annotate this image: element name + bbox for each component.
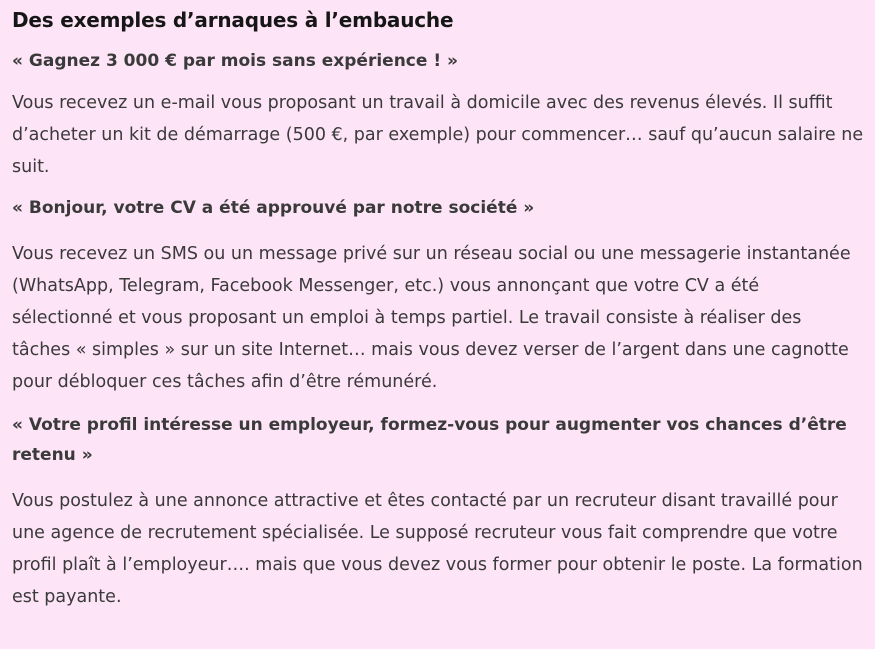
example-title-1: « Gagnez 3 000 € par mois sans expérience ! » (12, 51, 458, 71)
section-heading: Des exemples d’arnaques à l’embauche (12, 8, 454, 32)
example-body-3: Vous postulez à une annonce attractive et êtes contacté par un recruteur disant travaillé pour une agence de recrutement spécialisée. Le supposé recruteur vous fait comprendre que votre profil plaît à l’employeur…. mais que vous devez vous former pour obtenir le poste. La formation est payante. (12, 491, 863, 607)
example-title-3: « Votre profil intéresse un employeur, formez-vous pour augmenter vos chances d’être retenu » (12, 415, 847, 465)
example-title-2: « Bonjour, votre CV a été approuvé par notre société » (12, 198, 535, 218)
example-body-2: Vous recevez un SMS ou un message privé sur un réseau social ou une messagerie instantanée (WhatsApp, Telegram, Facebook Messenger, etc.) vous annonçant que votre CV a été sélectionné et vous proposant un emploi à temps partiel. Le travail consiste à réaliser des tâches « simples » sur un site Internet… mais vous devez verser de l’argent dans une cagnotte pour débloquer ces tâches afin d’être rémunéré. (12, 244, 851, 392)
example-body-1: Vous recevez un e-mail vous proposant un travail à domicile avec des revenus élevés. Il suffit d’acheter un kit de démarrage (500 €, par exemple) pour commencer… sauf qu’aucun salaire ne suit. (12, 93, 864, 177)
